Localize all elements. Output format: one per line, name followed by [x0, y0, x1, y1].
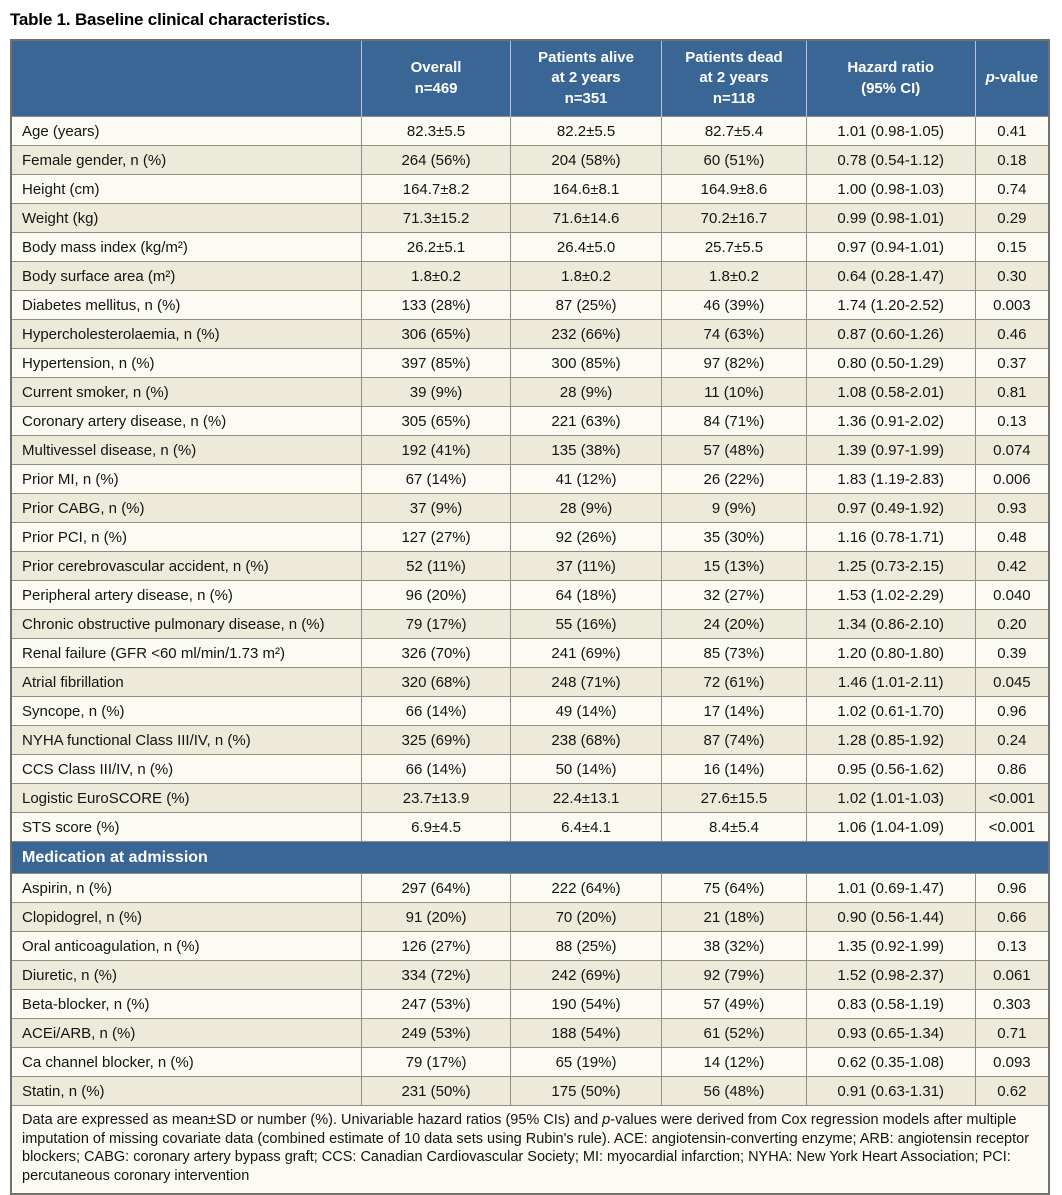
cell-value: 133 (28%) — [362, 291, 510, 320]
row-label: Clopidogrel, n (%) — [11, 903, 362, 932]
cell-value: 306 (65%) — [362, 320, 510, 349]
cell-value: 0.74 — [975, 175, 1049, 204]
cell-value: 28 (9%) — [510, 378, 662, 407]
cell-value: 82.7±5.4 — [662, 117, 806, 146]
table-row — [11, 523, 1049, 552]
table-row — [11, 465, 1049, 494]
cell-value: 0.83 (0.58-1.19) — [806, 990, 975, 1019]
column-header-1: Overall n=469 — [362, 40, 510, 117]
cell-value: 0.97 (0.94-1.01) — [806, 233, 975, 262]
cell-value: 92 (26%) — [510, 523, 662, 552]
table-row — [11, 407, 1049, 436]
cell-value: 0.90 (0.56-1.44) — [806, 903, 975, 932]
cell-value: 222 (64%) — [510, 874, 662, 903]
column-header-5: p-value — [975, 40, 1049, 117]
cell-value: 21 (18%) — [662, 903, 806, 932]
table-row — [11, 552, 1049, 581]
cell-value: 231 (50%) — [362, 1077, 510, 1106]
row-label: Prior CABG, n (%) — [11, 494, 362, 523]
cell-value: 164.6±8.1 — [510, 175, 662, 204]
cell-value: 0.64 (0.28-1.47) — [806, 262, 975, 291]
table-row — [11, 874, 1049, 903]
table-row — [11, 146, 1049, 175]
cell-value: 84 (71%) — [662, 407, 806, 436]
table-title: Table 1. Baseline clinical characteristics. — [10, 10, 330, 29]
row-label: Diuretic, n (%) — [11, 961, 362, 990]
cell-value: 1.34 (0.86-2.10) — [806, 610, 975, 639]
section-header-label: Medication at admission — [11, 842, 1049, 874]
cell-value: 0.29 — [975, 204, 1049, 233]
cell-value: 0.006 — [975, 465, 1049, 494]
cell-value: 35 (30%) — [662, 523, 806, 552]
cell-value: 1.8±0.2 — [510, 262, 662, 291]
cell-value: 11 (10%) — [662, 378, 806, 407]
cell-value: 0.96 — [975, 697, 1049, 726]
cell-value: 26 (22%) — [662, 465, 806, 494]
table-row — [11, 784, 1049, 813]
row-label: Beta-blocker, n (%) — [11, 990, 362, 1019]
cell-value: 0.46 — [975, 320, 1049, 349]
cell-value: 1.52 (0.98-2.37) — [806, 961, 975, 990]
cell-value: 0.71 — [975, 1019, 1049, 1048]
row-label: Oral anticoagulation, n (%) — [11, 932, 362, 961]
cell-value: 1.8±0.2 — [362, 262, 510, 291]
cell-value: 52 (11%) — [362, 552, 510, 581]
row-label: Multivessel disease, n (%) — [11, 436, 362, 465]
cell-value: 22.4±13.1 — [510, 784, 662, 813]
table-row — [11, 320, 1049, 349]
cell-value: 91 (20%) — [362, 903, 510, 932]
cell-value: 1.25 (0.73-2.15) — [806, 552, 975, 581]
cell-value: 71.6±14.6 — [510, 204, 662, 233]
cell-value: 192 (41%) — [362, 436, 510, 465]
cell-value: 127 (27%) — [362, 523, 510, 552]
cell-value: 248 (71%) — [510, 668, 662, 697]
cell-value: 1.28 (0.85-1.92) — [806, 726, 975, 755]
cell-value: 0.18 — [975, 146, 1049, 175]
table-row — [11, 262, 1049, 291]
row-label: Coronary artery disease, n (%) — [11, 407, 362, 436]
table-row — [11, 436, 1049, 465]
cell-value: 26.2±5.1 — [362, 233, 510, 262]
cell-value: 1.83 (1.19-2.83) — [806, 465, 975, 494]
cell-value: 164.9±8.6 — [662, 175, 806, 204]
cell-value: 71.3±15.2 — [362, 204, 510, 233]
table-row — [11, 175, 1049, 204]
cell-value: 14 (12%) — [662, 1048, 806, 1077]
cell-value: 0.48 — [975, 523, 1049, 552]
cell-value: 66 (14%) — [362, 755, 510, 784]
cell-value: 46 (39%) — [662, 291, 806, 320]
cell-value: 1.53 (1.02-2.29) — [806, 581, 975, 610]
cell-value: 0.86 — [975, 755, 1049, 784]
cell-value: 27.6±15.5 — [662, 784, 806, 813]
table-row — [11, 378, 1049, 407]
cell-value: 0.13 — [975, 407, 1049, 436]
cell-value: 1.16 (0.78-1.71) — [806, 523, 975, 552]
table-row — [11, 903, 1049, 932]
cell-value: 264 (56%) — [362, 146, 510, 175]
cell-value: 15 (13%) — [662, 552, 806, 581]
cell-value: 0.15 — [975, 233, 1049, 262]
table-row — [11, 1077, 1049, 1106]
cell-value: <0.001 — [975, 813, 1049, 842]
cell-value: 26.4±5.0 — [510, 233, 662, 262]
cell-value: 0.42 — [975, 552, 1049, 581]
cell-value: 325 (69%) — [362, 726, 510, 755]
column-header-0 — [11, 40, 362, 117]
cell-value: 326 (70%) — [362, 639, 510, 668]
cell-value: 66 (14%) — [362, 697, 510, 726]
cell-value: 0.97 (0.49-1.92) — [806, 494, 975, 523]
cell-value: 0.91 (0.63-1.31) — [806, 1077, 975, 1106]
cell-value: 79 (17%) — [362, 1048, 510, 1077]
cell-value: 23.7±13.9 — [362, 784, 510, 813]
cell-value: 1.00 (0.98-1.03) — [806, 175, 975, 204]
row-label: Hypertension, n (%) — [11, 349, 362, 378]
cell-value: 70.2±16.7 — [662, 204, 806, 233]
cell-value: 65 (19%) — [510, 1048, 662, 1077]
cell-value: 0.87 (0.60-1.26) — [806, 320, 975, 349]
row-label: Prior MI, n (%) — [11, 465, 362, 494]
cell-value: 38 (32%) — [662, 932, 806, 961]
cell-value: 79 (17%) — [362, 610, 510, 639]
cell-value: 334 (72%) — [362, 961, 510, 990]
row-label: Chronic obstructive pulmonary disease, n (%) — [11, 610, 362, 639]
table-row — [11, 204, 1049, 233]
cell-value: 87 (74%) — [662, 726, 806, 755]
table-row — [11, 581, 1049, 610]
cell-value: 1.02 (0.61-1.70) — [806, 697, 975, 726]
table-row — [11, 610, 1049, 639]
table-row — [11, 697, 1049, 726]
cell-value: 1.01 (0.69-1.47) — [806, 874, 975, 903]
row-label: Height (cm) — [11, 175, 362, 204]
row-label: Syncope, n (%) — [11, 697, 362, 726]
cell-value: 0.30 — [975, 262, 1049, 291]
cell-value: 37 (9%) — [362, 494, 510, 523]
table-row — [11, 1019, 1049, 1048]
table-row — [11, 639, 1049, 668]
cell-value: 0.62 (0.35-1.08) — [806, 1048, 975, 1077]
cell-value: 0.13 — [975, 932, 1049, 961]
cell-value: <0.001 — [975, 784, 1049, 813]
cell-value: 61 (52%) — [662, 1019, 806, 1048]
cell-value: 164.7±8.2 — [362, 175, 510, 204]
cell-value: 0.66 — [975, 903, 1049, 932]
row-label: Weight (kg) — [11, 204, 362, 233]
cell-value: 0.39 — [975, 639, 1049, 668]
cell-value: 67 (14%) — [362, 465, 510, 494]
cell-value: 0.93 — [975, 494, 1049, 523]
row-label: CCS Class III/IV, n (%) — [11, 755, 362, 784]
cell-value: 0.41 — [975, 117, 1049, 146]
row-label: Prior cerebrovascular accident, n (%) — [11, 552, 362, 581]
cell-value: 0.99 (0.98-1.01) — [806, 204, 975, 233]
cell-value: 0.093 — [975, 1048, 1049, 1077]
row-label: Aspirin, n (%) — [11, 874, 362, 903]
table-row — [11, 1048, 1049, 1077]
table-row — [11, 990, 1049, 1019]
row-label: Body mass index (kg/m²) — [11, 233, 362, 262]
table-row — [11, 117, 1049, 146]
cell-value: 0.78 (0.54-1.12) — [806, 146, 975, 175]
cell-value: 55 (16%) — [510, 610, 662, 639]
row-label: Peripheral artery disease, n (%) — [11, 581, 362, 610]
table-row — [11, 813, 1049, 842]
row-label: NYHA functional Class III/IV, n (%) — [11, 726, 362, 755]
cell-value: 0.80 (0.50-1.29) — [806, 349, 975, 378]
cell-value: 188 (54%) — [510, 1019, 662, 1048]
cell-value: 49 (14%) — [510, 697, 662, 726]
cell-value: 75 (64%) — [662, 874, 806, 903]
cell-value: 0.24 — [975, 726, 1049, 755]
cell-value: 221 (63%) — [510, 407, 662, 436]
cell-value: 8.4±5.4 — [662, 813, 806, 842]
cell-value: 1.20 (0.80-1.80) — [806, 639, 975, 668]
cell-value: 37 (11%) — [510, 552, 662, 581]
cell-value: 57 (48%) — [662, 436, 806, 465]
row-label: Female gender, n (%) — [11, 146, 362, 175]
cell-value: 1.39 (0.97-1.99) — [806, 436, 975, 465]
row-label: Prior PCI, n (%) — [11, 523, 362, 552]
cell-value: 41 (12%) — [510, 465, 662, 494]
cell-value: 32 (27%) — [662, 581, 806, 610]
table-row — [11, 961, 1049, 990]
cell-value: 238 (68%) — [510, 726, 662, 755]
cell-value: 16 (14%) — [662, 755, 806, 784]
row-label: Hypercholesterolaemia, n (%) — [11, 320, 362, 349]
cell-value: 0.81 — [975, 378, 1049, 407]
cell-value: 92 (79%) — [662, 961, 806, 990]
table-row — [11, 726, 1049, 755]
cell-value: 57 (49%) — [662, 990, 806, 1019]
cell-value: 85 (73%) — [662, 639, 806, 668]
cell-value: 204 (58%) — [510, 146, 662, 175]
cell-value: 17 (14%) — [662, 697, 806, 726]
cell-value: 247 (53%) — [362, 990, 510, 1019]
footnote-text: Data are expressed as mean±SD or number (%). Univariable hazard ratios (95% CIs) and p-values were derived from Cox regression models after multiple imputation of missing covariate data (combined estimate of 10 data sets using Rubin's rule). ACE: angiotensin-converting enzyme; ARB: angiotensin receptor blockers; CABG: coronary artery bypass graft; CCS: Canadian Cardiovascular Society; MI: myocardial infarction; NYHA: New York Heart Association; PCI: percutaneous coronary intervention — [11, 1106, 1049, 1195]
cell-value: 232 (66%) — [510, 320, 662, 349]
row-label: Atrial fibrillation — [11, 668, 362, 697]
cell-value: 50 (14%) — [510, 755, 662, 784]
cell-value: 241 (69%) — [510, 639, 662, 668]
cell-value: 70 (20%) — [510, 903, 662, 932]
cell-value: 28 (9%) — [510, 494, 662, 523]
table-row — [11, 349, 1049, 378]
cell-value: 25.7±5.5 — [662, 233, 806, 262]
header-row — [11, 40, 1049, 117]
cell-value: 74 (63%) — [662, 320, 806, 349]
cell-value: 1.35 (0.92-1.99) — [806, 932, 975, 961]
row-label: STS score (%) — [11, 813, 362, 842]
row-label: Renal failure (GFR <60 ml/min/1.73 m²) — [11, 639, 362, 668]
cell-value: 135 (38%) — [510, 436, 662, 465]
cell-value: 242 (69%) — [510, 961, 662, 990]
cell-value: 0.37 — [975, 349, 1049, 378]
cell-value: 88 (25%) — [510, 932, 662, 961]
cell-value: 60 (51%) — [662, 146, 806, 175]
column-header-2: Patients alive at 2 years n=351 — [510, 40, 662, 117]
cell-value: 96 (20%) — [362, 581, 510, 610]
cell-value: 0.045 — [975, 668, 1049, 697]
column-header-4: Hazard ratio (95% CI) — [806, 40, 975, 117]
table-row — [11, 755, 1049, 784]
table-row — [11, 233, 1049, 262]
cell-value: 1.02 (1.01-1.03) — [806, 784, 975, 813]
cell-value: 305 (65%) — [362, 407, 510, 436]
row-label: Logistic EuroSCORE (%) — [11, 784, 362, 813]
cell-value: 300 (85%) — [510, 349, 662, 378]
table-header — [11, 40, 1049, 117]
cell-value: 0.003 — [975, 291, 1049, 320]
cell-value: 0.96 — [975, 874, 1049, 903]
cell-value: 1.08 (0.58-2.01) — [806, 378, 975, 407]
table-row — [11, 494, 1049, 523]
cell-value: 97 (82%) — [662, 349, 806, 378]
cell-value: 9 (9%) — [662, 494, 806, 523]
cell-value: 1.8±0.2 — [662, 262, 806, 291]
cell-value: 297 (64%) — [362, 874, 510, 903]
cell-value: 39 (9%) — [362, 378, 510, 407]
cell-value: 249 (53%) — [362, 1019, 510, 1048]
column-header-3: Patients dead at 2 years n=118 — [662, 40, 806, 117]
cell-value: 82.2±5.5 — [510, 117, 662, 146]
cell-value: 1.36 (0.91-2.02) — [806, 407, 975, 436]
cell-value: 175 (50%) — [510, 1077, 662, 1106]
table-row — [11, 291, 1049, 320]
row-label: Age (years) — [11, 117, 362, 146]
cell-value: 56 (48%) — [662, 1077, 806, 1106]
cell-value: 0.93 (0.65-1.34) — [806, 1019, 975, 1048]
row-label: ACEi/ARB, n (%) — [11, 1019, 362, 1048]
row-label: Current smoker, n (%) — [11, 378, 362, 407]
cell-value: 1.06 (1.04-1.09) — [806, 813, 975, 842]
row-label: Body surface area (m²) — [11, 262, 362, 291]
footnote-row — [11, 1106, 1049, 1195]
row-label: Statin, n (%) — [11, 1077, 362, 1106]
cell-value: 87 (25%) — [510, 291, 662, 320]
cell-value: 0.62 — [975, 1077, 1049, 1106]
cell-value: 82.3±5.5 — [362, 117, 510, 146]
cell-value: 1.01 (0.98-1.05) — [806, 117, 975, 146]
cell-value: 6.4±4.1 — [510, 813, 662, 842]
cell-value: 24 (20%) — [662, 610, 806, 639]
cell-value: 0.040 — [975, 581, 1049, 610]
cell-value: 1.46 (1.01-2.11) — [806, 668, 975, 697]
cell-value: 0.20 — [975, 610, 1049, 639]
cell-value: 0.061 — [975, 961, 1049, 990]
cell-value: 6.9±4.5 — [362, 813, 510, 842]
cell-value: 190 (54%) — [510, 990, 662, 1019]
cell-value: 0.95 (0.56-1.62) — [806, 755, 975, 784]
cell-value: 397 (85%) — [362, 349, 510, 378]
row-label: Ca channel blocker, n (%) — [11, 1048, 362, 1077]
table-row — [11, 668, 1049, 697]
baseline-characteristics-table — [10, 39, 1050, 1195]
cell-value: 72 (61%) — [662, 668, 806, 697]
section-header-row — [11, 842, 1049, 874]
table-row — [11, 932, 1049, 961]
cell-value: 0.303 — [975, 990, 1049, 1019]
table-body — [11, 117, 1049, 1195]
row-label: Diabetes mellitus, n (%) — [11, 291, 362, 320]
cell-value: 0.074 — [975, 436, 1049, 465]
cell-value: 126 (27%) — [362, 932, 510, 961]
cell-value: 1.74 (1.20-2.52) — [806, 291, 975, 320]
cell-value: 64 (18%) — [510, 581, 662, 610]
cell-value: 320 (68%) — [362, 668, 510, 697]
